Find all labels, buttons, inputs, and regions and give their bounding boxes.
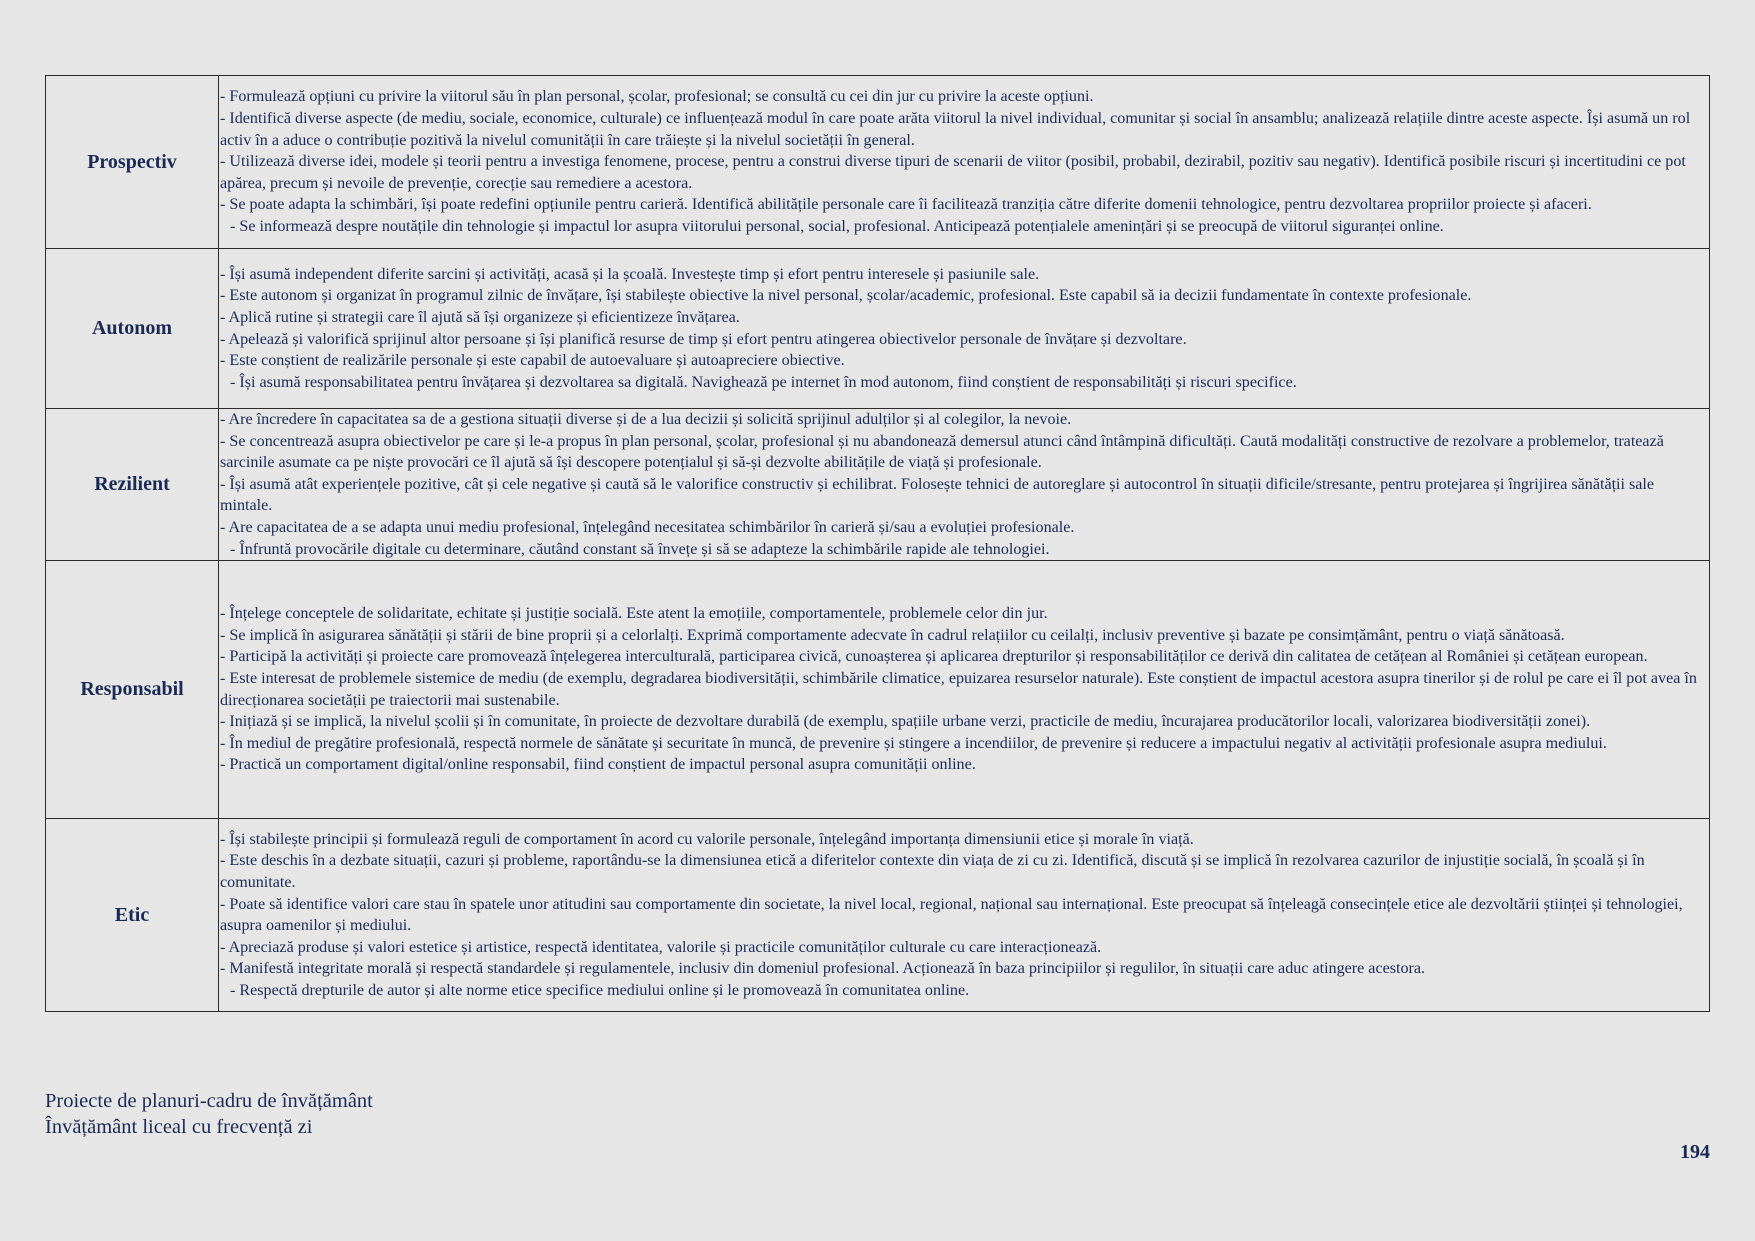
description-line: - Este deschis în a dezbate situații, cazuri și probleme, raportându-se la dimensiunea etică a diferitelor contexte din viața de zi cu zi. Identifică, discută și se implică în rezolvarea cazurilor de injustiție socială, în școală și în comunitate. <box>220 852 1645 891</box>
description-line: - Are încredere în capacitatea sa de a gestiona situații diverse și de a lua decizii și solicită sprijinul adulților și al colegilor, la nevoie. <box>220 411 1072 428</box>
description-line: - Are capacitatea de a se adapta unui mediu profesional, înțelegând necesitatea schimbărilor în carieră și/sau a evoluției profesionale. <box>220 518 1075 536</box>
description-line: - Se implică în asigurarea sănătății și stării de bine proprii și a celorlalți. Exprimă comportamente adecvate în cadrul relațiilor cu ceilalți, inclusiv preventive și bazate pe consimțământ, pentru o viață sănătoasă. <box>220 626 1565 644</box>
description-line: - Participă la activități și proiecte care promovează înțelegerea interculturală, participarea civică, cunoașterea și aplicarea drepturilor și responsabilităților ce derivă din calitatea de cetățean al României și cetățean european. <box>220 648 1648 666</box>
description-line: - Este conștient de realizările personale și este capabil de autoevaluare și autoapreciere obiective. <box>220 352 845 370</box>
description-line: - Este interesat de problemele sistemice de mediu (de exemplu, degradarea biodiversității, schimbările climatice, epuizarea resurselor naturale). Este conștient de impactul acestora asupra tinerilor și de rolul pe care ei îl pot avea în direcționarea societății pe traiectorii mai sustenabile. <box>220 670 1697 709</box>
description-line: - Utilizează diverse idei, modele și teorii pentru a investiga fenomene, procese, pentru a construi diverse tipuri de scenarii de viitor (posibil, probabil, dezirabil, pozitiv sau negativ). Identifică posibile riscuri și incertitudini ce pot apărea, precum și nevoile de prevenție, corecție sau remediere a acestora. <box>220 153 1686 192</box>
description-line: - Respectă drepturile de autor și alte norme etice specifice mediului online și le promovează în comunitatea online. <box>230 981 970 999</box>
description-line: - Își asumă atât experiențele pozitive, cât și cele negative și caută să le valorifice constructiv și echilibrat. Folosește tehnici de autoreglare și autocontrol în situații dificile/stresante, pentru protejarea și îngrijirea sănătății sale mintale. <box>220 475 1655 515</box>
description-line: - Își asumă independent diferite sarcini și activități, acasă și la școală. Investește timp și efort pentru interesele și pasiunile sale. <box>220 265 1040 283</box>
description-line: - În mediul de pregătire profesională, respectă normele de sănătate și securitate în muncă, de prevenire și stingere a incendiilor, de prevenire și reducere a impactului negativ al activității profesionale asupra mediului. <box>220 734 1607 752</box>
profile-table <box>45 75 1710 1012</box>
profile-label: Rezilient <box>46 409 219 561</box>
description-line: - Aplică rutine și strategii care îl ajută să își organizeze și eficientizeze învățarea. <box>220 308 740 326</box>
profile-description <box>219 561 1710 819</box>
profile-description <box>219 249 1710 409</box>
table-row <box>46 819 1710 1012</box>
description-line: - Se informează despre noutățile din tehnologie și impactul lor asupra viitorului personal, social, profesional. Anticipează potențialele amenințări și se preocupă de viitorul siguranței online. <box>230 217 1444 235</box>
description-line: - Se poate adapta la schimbări, își poate redefini opțiunile pentru carieră. Identifică abilitățile personale care îi facilitează tranziția către diferite domenii tehnologice, pentru dezvoltarea propriilor proiecte și afaceri. <box>220 196 1592 214</box>
table-row <box>46 409 1710 561</box>
profile-description <box>219 819 1710 1012</box>
table-row <box>46 249 1710 409</box>
description-line: - Își asumă responsabilitatea pentru învățarea și dezvoltarea sa digitală. Navighează pe internet în mod autonom, fiind conștient de responsabilități și riscuri specifice. <box>230 373 1297 391</box>
description-line: - Identifică diverse aspecte (de mediu, sociale, economice, culturale) ce influențează modul în care poate arăta viitorul la nivel individual, comunitar și social în ansamblu; analizează relațiile dintre aceste aspecte. Își asumă un rol activ în a aduce o contribuție pozitivă la nivelul comunității în care trăiește și la nivelul societății în general. <box>220 110 1691 149</box>
profile-label: Autonom <box>46 249 219 409</box>
table-row <box>46 561 1710 819</box>
description-line: - Apreciază produse și valori estetice și artistice, respectă identitatea, valorile și practicile comunităților culturale cu care interacționează. <box>220 938 1102 956</box>
description-line: - Formulează opțiuni cu privire la viitorul său în plan personal, școlar, profesional; se consultă cu cei din jur cu privire la aceste opțiuni. <box>220 88 1094 106</box>
description-line: - Își stabilește principii și formulează reguli de comportament în acord cu valorile personale, înțelegând importanța dimensiunii etice și morale în viață. <box>220 830 1194 848</box>
table-body <box>46 76 1710 1012</box>
description-line: - Inițiază și se implică, la nivelul școlii și în comunitate, în proiecte de dezvoltare durabilă (de exemplu, spațiile urbane verzi, practicile de mediu, încurajarea producătorilor locali, valorizarea biodiversității zonei). <box>220 713 1591 731</box>
description-line: - Înfruntă provocările digitale cu determinare, căutând constant să învețe și să se adapteze la schimbările rapide ale tehnologiei. <box>230 540 1050 558</box>
description-line: - Este autonom și organizat în programul zilnic de învățare, își stabilește obiective la nivel personal, școlar/academic, profesional. Este capabil să ia decizii fundamentate în contexte profesionale. <box>220 287 1472 305</box>
description-line: - Înțelege conceptele de solidaritate, echitate și justiție socială. Este atent la emoțiile, comportamentele, problemele celor din jur. <box>220 605 1048 623</box>
profile-description <box>219 76 1710 249</box>
profile-label: Etic <box>46 819 219 1012</box>
document-footer <box>45 1088 373 1140</box>
profile-description <box>219 409 1710 561</box>
description-line: - Se concentrează asupra obiectivelor pe care și le-a propus în plan personal, școlar, profesional și nu abandonează demersul atunci când întâmpină dificultăți. Caută modalități constructive de rezolvare a problemelor, tratează sarcinile asumate ca pe niște provocări ce îl ajută să își descopere potențialul și să-și dezvolte abilitățile de viață și profesionale. <box>220 432 1664 472</box>
footer-title: Proiecte de planuri-cadru de învățământ <box>45 1090 373 1112</box>
profile-label: Prospectiv <box>46 76 219 249</box>
description-line: - Apelează și valorifică sprijinul altor persoane și își planifică resurse de timp și efort pentru atingerea obiectivelor personale de învățare și dezvoltare. <box>220 330 1187 348</box>
footer-subtitle: Învățământ liceal cu frecvență zi <box>45 1116 313 1138</box>
profile-label: Responsabil <box>46 561 219 819</box>
page-number: 194 <box>1680 1141 1710 1163</box>
description-line: - Manifestă integritate morală și respectă standardele și regulamentele, inclusiv din domeniul profesional. Acționează în baza principiilor și regulilor, în situații care aduc atingere acestora. <box>220 960 1426 978</box>
table-row <box>46 76 1710 249</box>
description-line: - Poate să identifice valori care stau în spatele unor atitudini sau comportamente din societate, la nivel local, regional, național sau internațional. Este preocupat să înțeleagă consecințele etice ale dezvoltării științei și tehnologiei, asupra oamenilor și mediului. <box>220 895 1683 935</box>
description-line: - Practică un comportament digital/online responsabil, fiind conștient de impactul personal asupra comunității online. <box>220 756 976 774</box>
